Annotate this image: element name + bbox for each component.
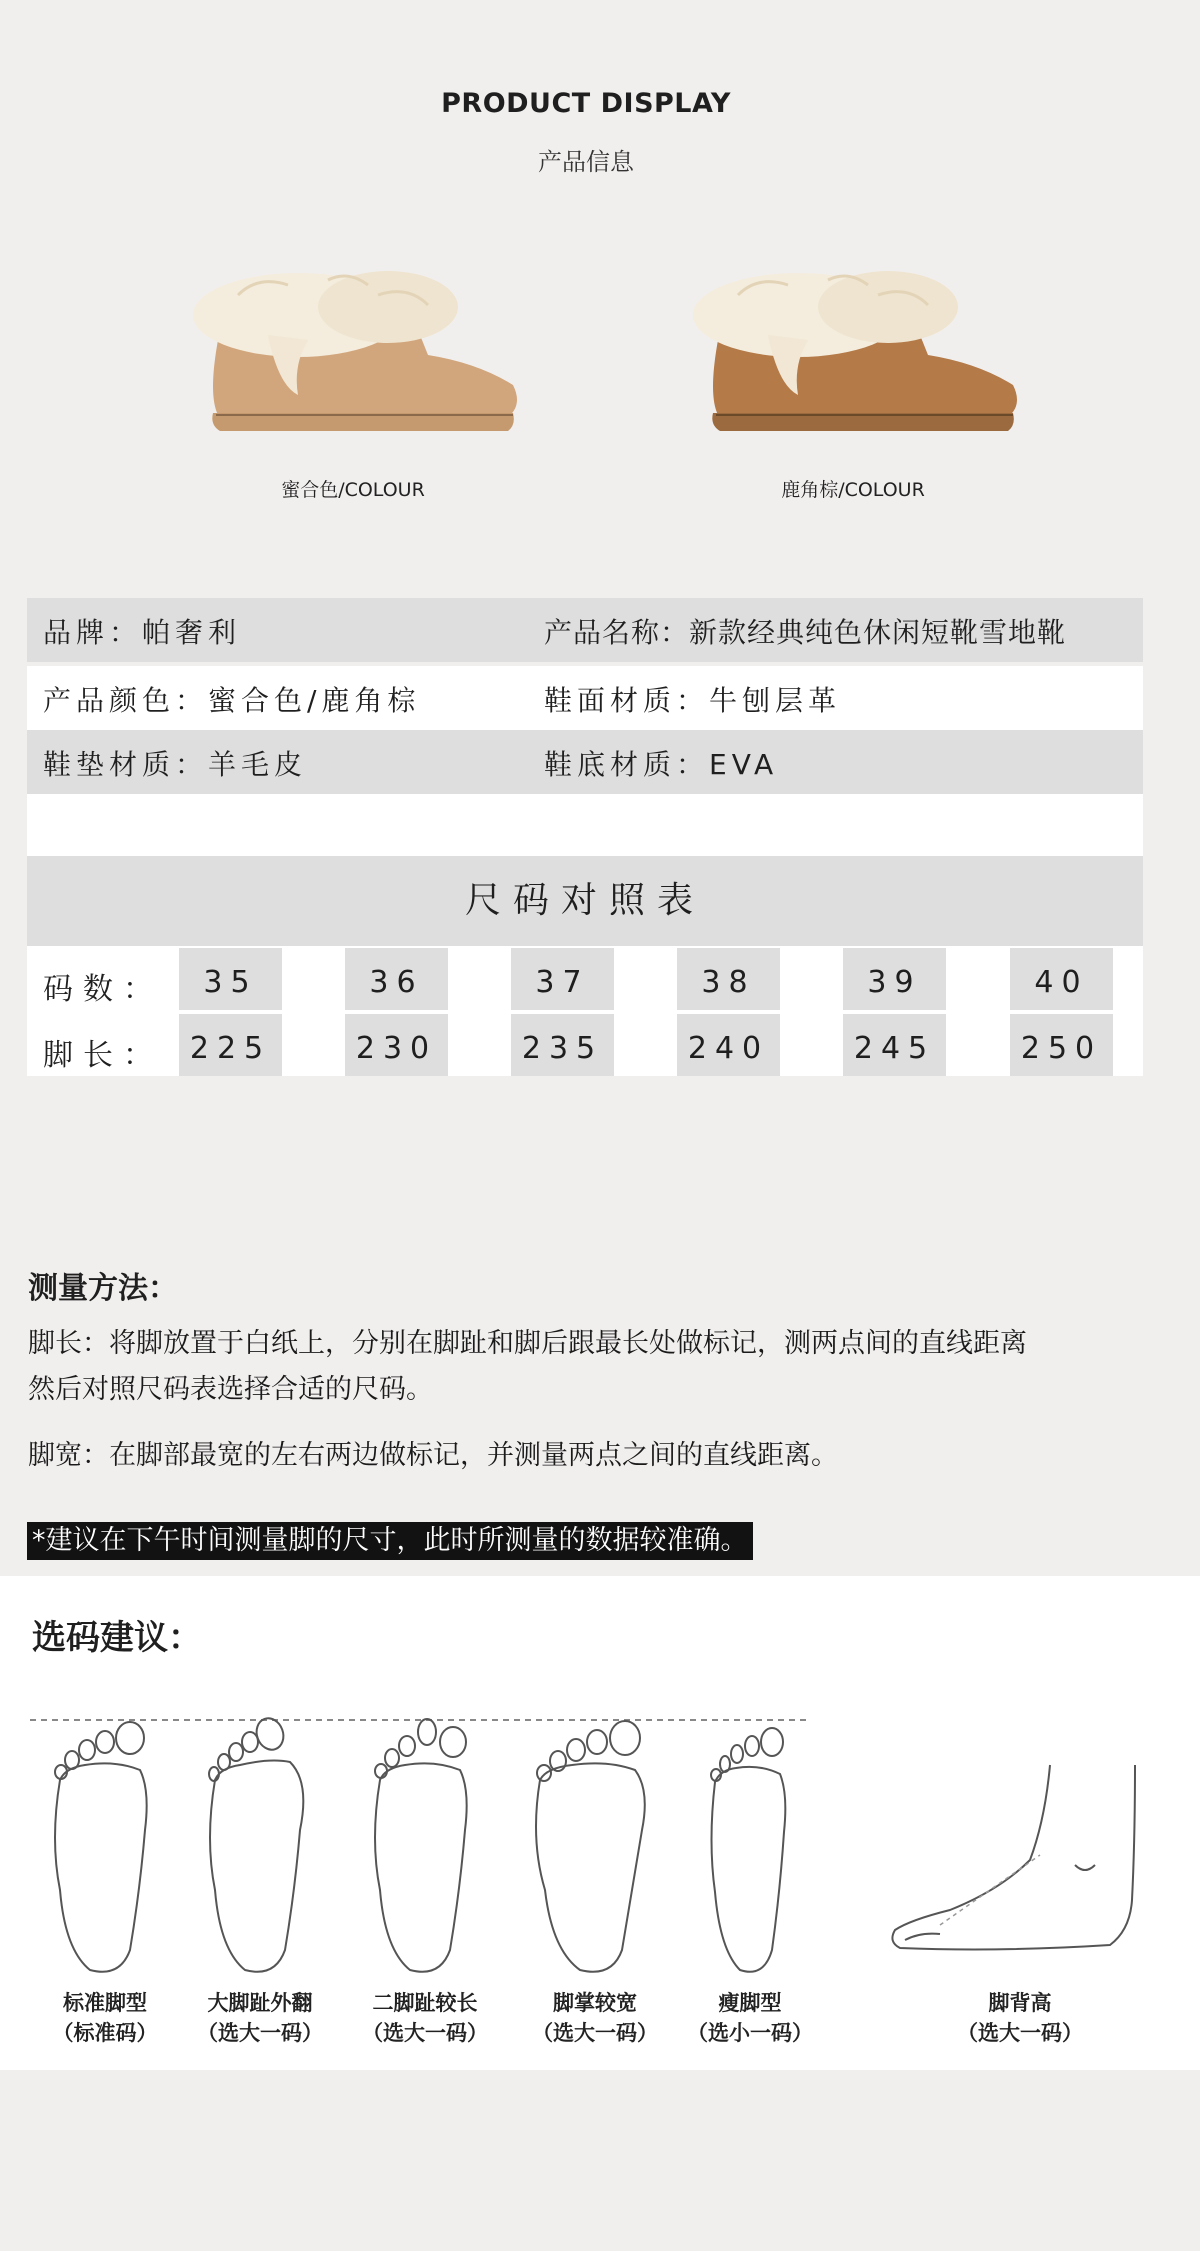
foot-type-advice: （选大一码） <box>362 2021 488 2045</box>
size-cell: 37 <box>511 948 614 1010</box>
size-table-title: 尺码对照表 <box>27 856 1143 946</box>
spec-insole-material: 鞋垫材质：羊毛皮 <box>43 748 308 781</box>
length-cell: 230 <box>345 1014 448 1076</box>
spec-spacer <box>27 794 1143 856</box>
foot-type-label <box>180 1988 340 2048</box>
measurement-note: *建议在下午时间测量脚的尺寸，此时所测量的数据较准确。 <box>27 1522 753 1560</box>
boot-honey-image <box>178 245 528 435</box>
size-table <box>27 946 1143 1076</box>
foot-type-name: 二脚趾较长 <box>372 1991 478 2015</box>
measurement-length-text-cont: 然后对照尺码表选择合适的尺码。 <box>28 1374 433 1405</box>
wide-foot-icon <box>530 1718 660 1980</box>
size-cell: 38 <box>677 948 780 1010</box>
measurement-title: 测量方法： <box>28 1271 178 1306</box>
size-cell: 40 <box>1010 948 1113 1010</box>
length-cell: 240 <box>677 1014 780 1076</box>
measurement-width-text: 脚宽：在脚部最宽的左右两边做标记，并测量两点之间的直线距离。 <box>28 1440 838 1471</box>
size-advice-title: 选码建议： <box>32 1618 202 1658</box>
size-cell: 35 <box>179 948 282 1010</box>
high-instep-foot-icon <box>880 1760 1140 1960</box>
page-title: PRODUCT DISPLAY <box>441 88 731 119</box>
size-cell: 36 <box>345 948 448 1010</box>
foot-type-label <box>345 1988 505 2048</box>
length-cell: 250 <box>1010 1014 1113 1076</box>
size-row-label: 码数： <box>43 972 163 1007</box>
spec-row <box>27 666 1143 730</box>
bunion-foot-icon <box>200 1712 320 1980</box>
length-cell: 225 <box>179 1014 282 1076</box>
spec-color: 产品颜色：蜜合色/鹿角棕 <box>43 684 421 717</box>
foot-type-advice: （选大一码） <box>532 2021 658 2045</box>
foot-type-name: 瘦脚型 <box>718 1991 782 2015</box>
spec-product-name: 产品名称：新款经典纯色休闲短靴雪地靴 <box>544 616 1067 649</box>
foot-type-name: 标准脚型 <box>63 1991 147 2015</box>
spec-brand: 品牌：帕奢利 <box>43 616 242 649</box>
product-caption-honey: 蜜合色/COLOUR <box>281 479 425 501</box>
foot-type-advice: （选大一码） <box>197 2021 323 2045</box>
spec-row <box>27 730 1143 794</box>
spec-row <box>27 598 1143 662</box>
foot-type-advice: （选大一码） <box>957 2021 1083 2045</box>
page-subtitle: 产品信息 <box>538 148 634 176</box>
foot-type-advice: （选小一码） <box>687 2021 813 2045</box>
slim-foot-icon <box>700 1722 800 1980</box>
size-cell: 39 <box>843 948 946 1010</box>
length-cell: 235 <box>511 1014 614 1076</box>
product-caption-brown: 鹿角棕/COLOUR <box>781 479 925 501</box>
spec-sole-material: 鞋底材质：EVA <box>544 748 779 781</box>
long-second-toe-foot-icon <box>365 1718 485 1980</box>
foot-type-name: 大脚趾外翻 <box>207 1991 313 2015</box>
measurement-length-text: 脚长：将脚放置于白纸上，分别在脚趾和脚后跟最长处做标记，测两点间的直线距离 <box>28 1328 1027 1359</box>
standard-foot-icon <box>45 1720 165 1980</box>
foot-type-advice: （标准码） <box>52 2021 158 2045</box>
boot-brown-image <box>678 245 1028 435</box>
foot-type-name: 脚背高 <box>988 1991 1052 2015</box>
foot-type-name: 脚掌较宽 <box>553 1991 637 2015</box>
spec-upper-material: 鞋面材质：牛刨层革 <box>544 684 842 717</box>
foot-type-label <box>670 1988 830 2048</box>
foot-type-label <box>515 1988 675 2048</box>
length-row-label: 脚长： <box>43 1038 163 1073</box>
foot-type-label <box>940 1988 1100 2048</box>
length-cell: 245 <box>843 1014 946 1076</box>
foot-type-label <box>25 1988 185 2048</box>
